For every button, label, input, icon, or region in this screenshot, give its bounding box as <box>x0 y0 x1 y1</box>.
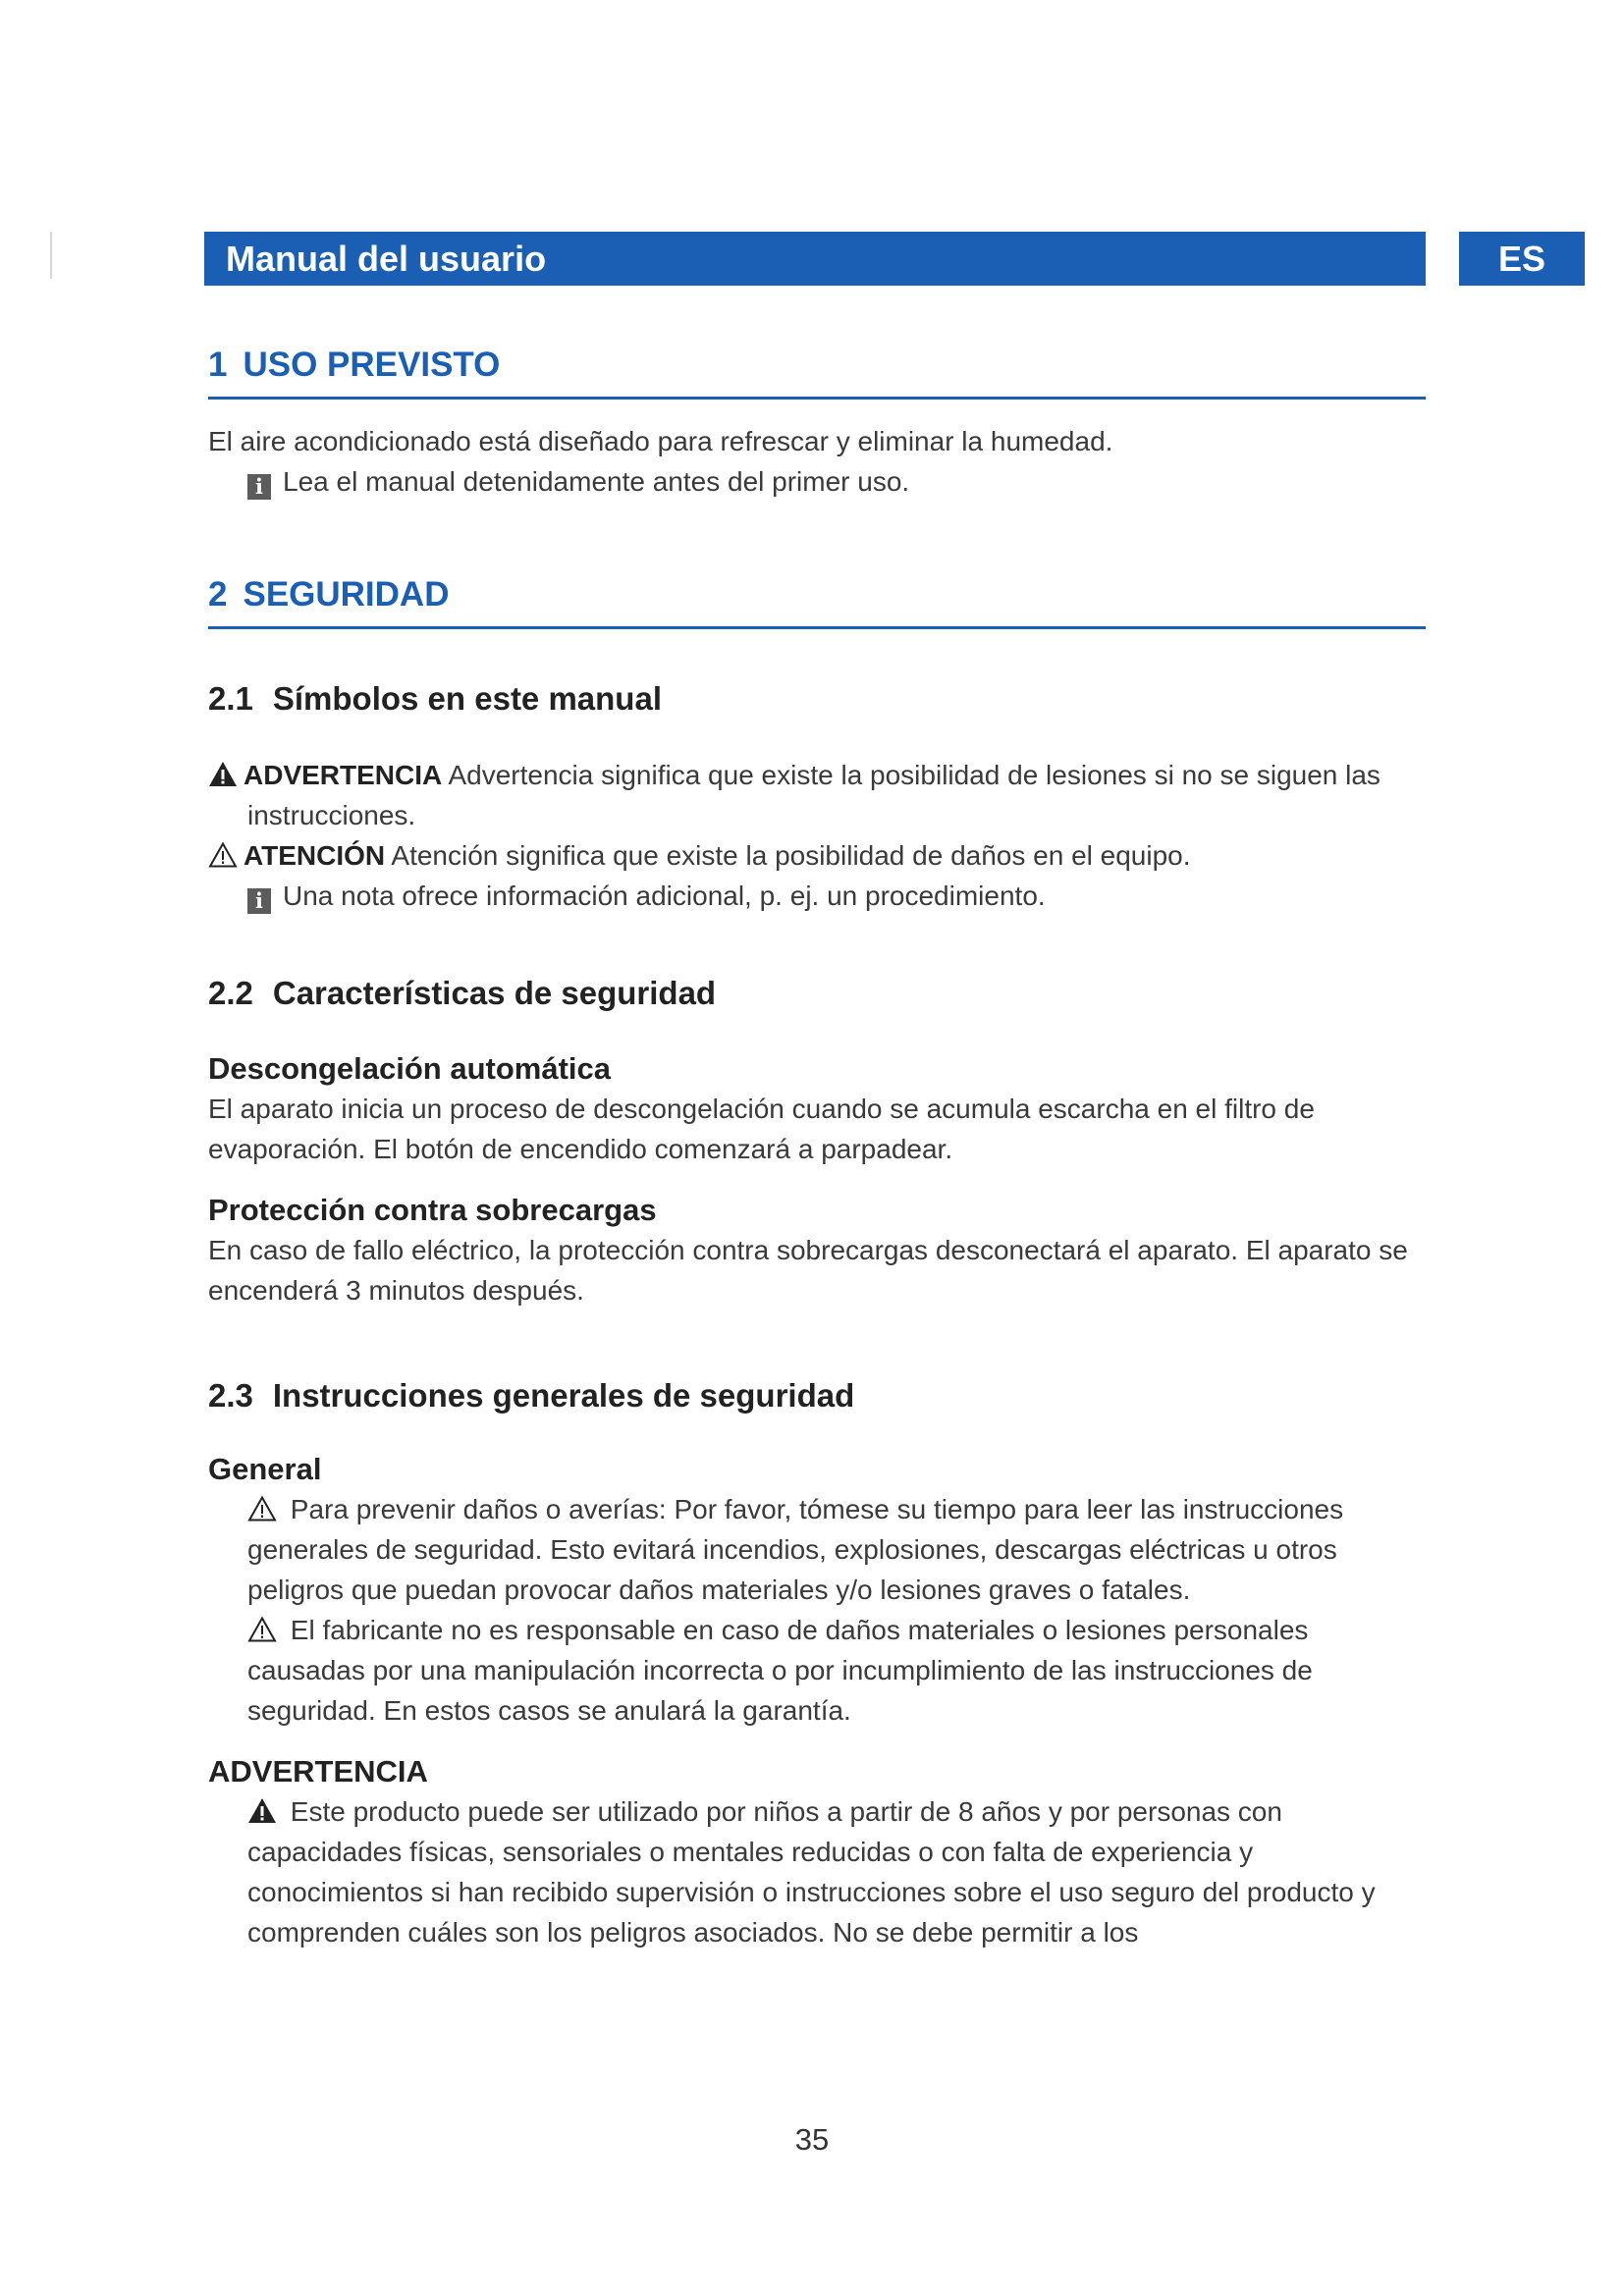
warning-filled-icon <box>208 761 238 787</box>
section-2-heading: 2 SEGURIDAD <box>208 575 1426 629</box>
warning-outline-icon <box>247 1616 277 1642</box>
defrost-heading: Descongelación automática <box>208 1051 612 1086</box>
header-bar <box>204 232 1426 286</box>
warning-outline-icon <box>208 841 238 868</box>
margin-mark <box>50 232 52 279</box>
general-heading: General <box>208 1452 322 1486</box>
language-badge: ES <box>1459 232 1585 286</box>
page-number: 35 <box>794 2122 830 2157</box>
warning-filled-icon <box>247 1797 277 1824</box>
info-icon: i <box>247 888 271 914</box>
overload-heading: Protección contra sobrecargas <box>208 1193 657 1227</box>
subsection-2-1-heading: 2.1 Símbolos en este manual <box>208 680 662 717</box>
defrost-text: El aparato inicia un proceso de descongelación cuando se acumula escarcha en el filtro de evaporación. El botón de encendido comenzará a parpadear. <box>208 1094 1315 1164</box>
symbol-warning: ADVERTENCIA Advertencia significa que existe la posibilidad de lesiones si no se siguen las instrucciones. <box>208 755 1426 835</box>
symbol-note: i Una nota ofrece información adicional, p. ej. un procedimiento. <box>208 876 1426 916</box>
section-1-heading: 1 USO PREVISTO <box>208 346 1426 400</box>
section-1-note: i Lea el manual detenidamente antes del primer uso. <box>208 461 1426 502</box>
page-content <box>208 346 1426 1952</box>
overload-text: En caso de fallo eléctrico, la protección contra sobrecargas desconectará el aparato. El aparato se encenderá 3 minutos después. <box>208 1235 1408 1306</box>
info-icon: i <box>247 474 271 500</box>
warning-outline-icon <box>247 1495 277 1522</box>
general-item-2: El fabricante no es responsable en caso de daños materiales o lesiones personales causadas por una manipulación incorrecta o por incumplimiento de las instrucciones de seguridad. En estos casos se anulará la garantía. <box>247 1615 1313 1726</box>
general-item-1: Para prevenir daños o averías: Por favor, tómese su tiempo para leer las instrucciones generales de seguridad. Esto evitará incendios, explosiones, descargas eléctricas u otros peligros que puedan provocar daños materiales y/o lesiones graves o fatales. <box>247 1494 1344 1605</box>
warning-item-1: Este producto puede ser utilizado por niños a partir de 8 años y por personas con capacidades físicas, sensoriales o mentales reducidas o con falta de experiencia y conocimientos si han recibido supervisión o instrucciones sobre el uso seguro del producto y comprenden cuáles son los peligros asociados. No se debe permitir a los <box>247 1796 1376 1948</box>
symbol-caution: ATENCIÓN Atención significa que existe la posibilidad de daños en el equipo. <box>208 835 1426 876</box>
section-1-text: El aire acondicionado está diseñado para refrescar y eliminar la humedad. <box>208 426 1113 456</box>
subsection-2-3-heading: 2.3 Instrucciones generales de seguridad <box>208 1377 855 1414</box>
subsection-2-2-heading: 2.2 Características de seguridad <box>208 975 717 1011</box>
manual-title: Manual del usuario <box>226 238 547 279</box>
warning-heading: ADVERTENCIA <box>208 1754 428 1789</box>
